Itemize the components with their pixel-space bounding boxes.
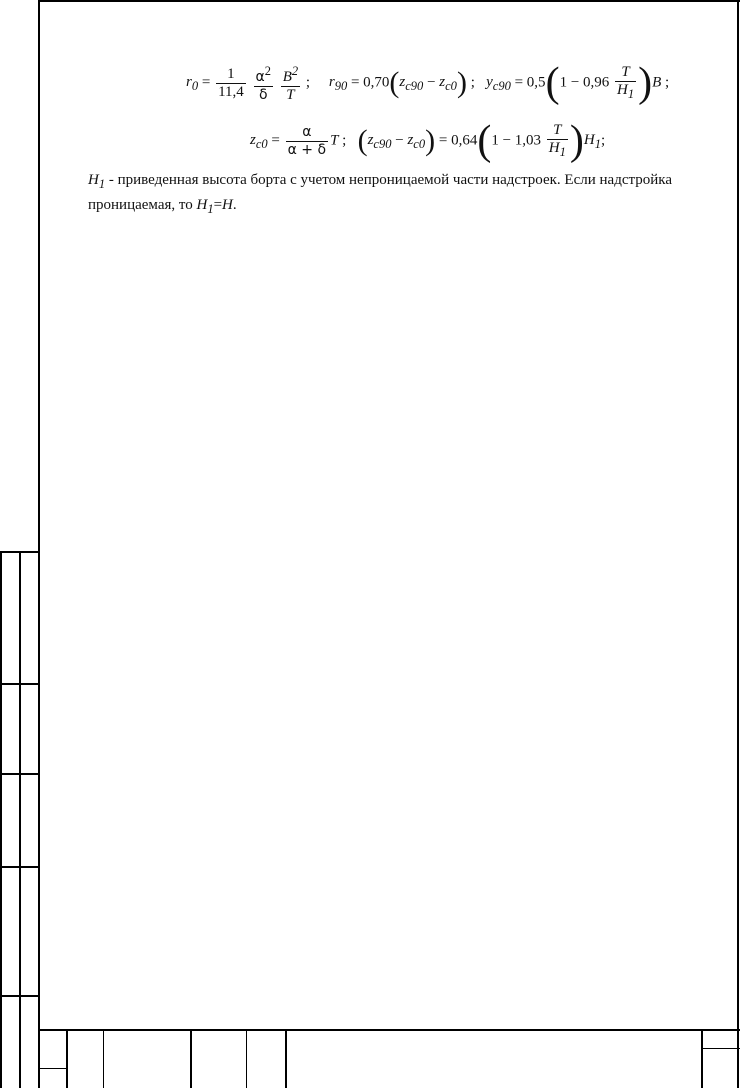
frame-left-border [38, 0, 40, 1088]
definition-paragraph: $H_1$ - приведенная высота борта с учетом непроницаемой части надстроек. Если надстройка проницаемая, то $H_1=H$. [88, 172, 672, 216]
side-stamp-outer-line [0, 551, 2, 1088]
side-stamp-inner-line [19, 551, 21, 1088]
title-block-col4 [246, 1029, 247, 1088]
r0-symbol: $r_0$ [186, 74, 199, 94]
title-block-col3 [190, 1029, 192, 1088]
fraction-alpha-over-alpha-plus-delta: $\frac{\alpha}{\alpha + \delta}$ [287, 123, 327, 158]
side-stamp-div2 [0, 773, 40, 775]
side-stamp-div1 [0, 683, 40, 685]
fraction-1-over-11-4: $\frac{1}{11,4}$ [218, 65, 244, 100]
zc0-symbol: $z_{c0}$ [250, 132, 268, 152]
title-block-col1 [66, 1029, 68, 1088]
coef-05: = 0,5 [514, 74, 546, 91]
fraction-alpha2-over-delta: $\frac{\alpha^2}{\delta}$ [255, 63, 271, 103]
separator: ; [305, 74, 311, 91]
title-block-col5 [285, 1029, 287, 1088]
formula-line-1: $r_0$ = $\frac{1}{11,4}$ $\frac{\alpha^2}{\delta}$ $\frac{B^2}{T}$ ; $r_{90} = 0,70(z_{c90} - z_{c0})$ ; $y_{c90} = 0,5(1 - 0,96$ $\frac{T}{H_1}$ )B ; [186, 60, 670, 106]
frame-top-border [38, 0, 740, 2]
yc90-symbol: $y_{c90}$ [486, 74, 511, 94]
fraction-T-over-H1-2: $\frac{T}{H_1}$ [548, 121, 566, 159]
coef-070: = 0,70 [350, 74, 390, 91]
title-block-col6 [701, 1029, 703, 1088]
fraction-B2-over-T: $\frac{B^2}{T}$ [282, 63, 299, 103]
fraction-T-over-H1: $\frac{T}{H_1}$ [617, 63, 635, 101]
equals-sign: = [201, 74, 211, 91]
side-stamp-top [0, 551, 40, 553]
h1-term: $H_1$ [88, 172, 106, 191]
side-stamp-div3 [0, 866, 40, 868]
paragraph-text: - приведенная высота борта с учетом непроницаемой части надстроек. Если надстройка проницаемая, то [88, 172, 672, 213]
title-block-top-line [38, 1029, 740, 1031]
coef-064: = 0,64 [438, 132, 478, 149]
frame-right-border [737, 0, 739, 1088]
formula-line-2: $z_{c0}$ = $\frac{\alpha}{\alpha + \delta}$ T ; $(z_{c90} - z_{c0}) = 0,64(1 - 1,03$ $\frac{T}{H_1}$ )$H_1$; [250, 118, 606, 164]
title-block-sheet-row [701, 1048, 740, 1049]
title-block-row [38, 1068, 68, 1069]
title-block-col2 [103, 1029, 104, 1088]
side-stamp-div4 [0, 995, 40, 997]
r90-symbol: $r_{90}$ [328, 74, 348, 94]
